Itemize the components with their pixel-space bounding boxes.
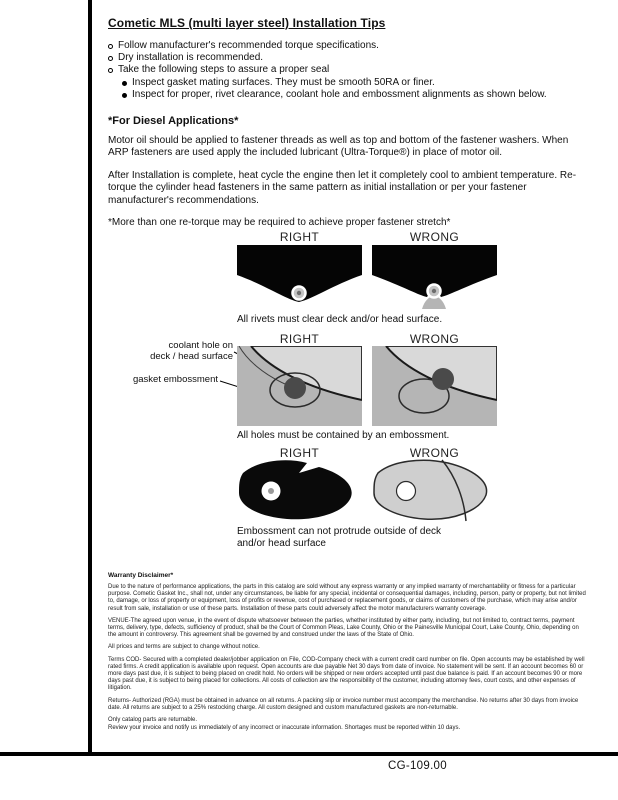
diesel-paragraph-2: After Installation is complete, heat cycle the engine then let it completely cool to ambient temperature. Re-torque the cylinder head fasteners in the same pattern as initial installation or per your fastener manufacturer's recommendations. — [108, 169, 577, 206]
warranty-disclaimer-section — [108, 572, 586, 737]
open-bullet-icon — [108, 44, 113, 49]
filled-bullet-icon — [122, 81, 127, 86]
tip-sub-item — [108, 89, 582, 101]
row1-caption: All rivets must clear deck and/or head surface. — [237, 314, 443, 325]
left-border-rule — [88, 0, 92, 755]
legal-paragraph: Only catalog parts are returnable. — [108, 717, 198, 724]
legal-paragraph: All prices and terms are subject to change without notice. — [108, 644, 260, 651]
gasket-embossment-annotation: gasket embossment — [132, 374, 218, 385]
filled-bullet-icon — [122, 93, 127, 98]
right-label-row3: RIGHT — [279, 446, 320, 460]
diesel-paragraph-1: Motor oil should be applied to fastener threads as well as top and bottom of the fastener washers. When ARP fasteners are used apply the included lubricant (Ultra-Torque®) in place of motor oil. — [108, 135, 569, 159]
rivet-clearance-right-diagram — [237, 245, 362, 314]
tip-item — [108, 52, 582, 64]
legal-paragraph: Due to the nature of performance applications, the parts in this catalog are sold without any express warranty or any implied warranty of merchantability or fitness for a particular purpose. Cometic Gasket Inc., shall not, under any circumstances, be liable for any special, incidental or consequential damages, including, person, party or property, but not limited to, damage, or loss of property or equipment, loss of profits or revenue, cost of purchased or replacement goods, or claims of customers of the purchase, which may arise and/or result from sale, installation or use of these parts. Installation of these parts could adversely affect the motor manufacturers warranty coverage. — [108, 584, 586, 612]
caption-line: Embossment can not protrude outside of deck — [237, 526, 442, 537]
open-bullet-icon — [108, 56, 113, 61]
tip-text: Dry installation is recommended. — [118, 52, 264, 64]
wrong-label-row2: WRONG — [409, 332, 460, 346]
right-label-row2: RIGHT — [279, 332, 320, 346]
warranty-disclaimer-heading: Warranty Disclaimer* — [108, 572, 174, 579]
tip-item — [108, 40, 582, 52]
embossment-containment-wrong-diagram — [372, 346, 497, 431]
rivet-clearance-wrong-diagram — [372, 245, 497, 314]
caption-line: and/or head surface — [237, 538, 326, 549]
embossment-protrusion-right-diagram — [237, 459, 362, 528]
tip-text: Inspect gasket mating surfaces. They must be smooth 50RA or finer. — [132, 76, 435, 88]
legal-paragraph: Terms COD- Secured with a completed dealer/jobber application on File, COD-Company check with a current credit card number on file. Open accounts may be established by well rated firms. A credit application is available upon request. Open accounts are due payable Net 30 days from date of invoice. No statement will be sent. If an account becomes 60 or more days past due, it is subject to being placed on credit hold. No orders will be shipped or new orders accepted until past due balance is paid. If an account becomes 90 or more days past due, it is subject to being placed for collections. All costs of collection are the responsibility of the customer, including attorney fees, court costs, and other expenses of litigation. — [108, 656, 585, 692]
embossment-protrusion-wrong-diagram — [372, 459, 497, 528]
row2-caption: All holes must be contained by an embossment. — [237, 430, 450, 441]
tip-text: Follow manufacturer's recommended torque specifications. — [118, 40, 379, 51]
legal-paragraph: VENUE-The agreed upon venue, in the event of dispute whatsoever between the parties, whether instituted by either party, including, but not limited to, contract terms, payment terms, delivery, type, defects, sufficiency of product, shall be the Court of Common Pleas, Lake County, Ohio or the Painesville Municipal Court, Lake County, Ohio, depending on the amount in controversy. This agreement shall be governed by and construed under the laws of the State of Ohio. — [108, 617, 579, 639]
retorque-note: *More than one re-torque may be required to achieve proper fastener stretch* — [108, 217, 451, 229]
coolant-hole-annotation — [110, 341, 233, 362]
page-title: Cometic MLS (multi layer steel) Installation Tips — [108, 16, 386, 30]
wrong-label-row1: WRONG — [409, 230, 460, 244]
open-bullet-icon — [108, 68, 113, 73]
annotation-line: deck / head surface — [150, 350, 233, 362]
diesel-applications-heading: *For Diesel Applications* — [108, 115, 239, 128]
bottom-border-rule — [0, 752, 618, 756]
installation-tips-section — [108, 16, 582, 229]
page-code: CG-109.00 — [388, 760, 447, 772]
legal-paragraph: Returns- Authorized (RGA) must be obtained in advance on all returns. A packing slip or invoice number must accompany the merchandise. No returns after 30 days from invoice date. All returns are subject to a 25% restocking charge. All custom designed and custom manufactured gaskets are non-returnable. — [108, 697, 579, 711]
embossment-containment-right-diagram — [237, 346, 362, 431]
tip-text: Take the following steps to assure a proper seal — [118, 64, 330, 76]
tip-item — [108, 64, 582, 76]
tip-text: Inspect for proper, rivet clearance, coolant hole and embossment alignments as shown below. — [132, 88, 547, 100]
tip-sub-item — [108, 77, 582, 89]
row3-caption — [237, 526, 441, 550]
wrong-label-row3: WRONG — [409, 446, 460, 460]
right-label-row1: RIGHT — [279, 230, 320, 244]
annotation-line: coolant hole on — [168, 340, 233, 351]
legal-paragraph: Review your invoice and notify us immediately of any incorrect or inaccurate information. Shortages must be reported within 10 days. — [108, 725, 461, 732]
